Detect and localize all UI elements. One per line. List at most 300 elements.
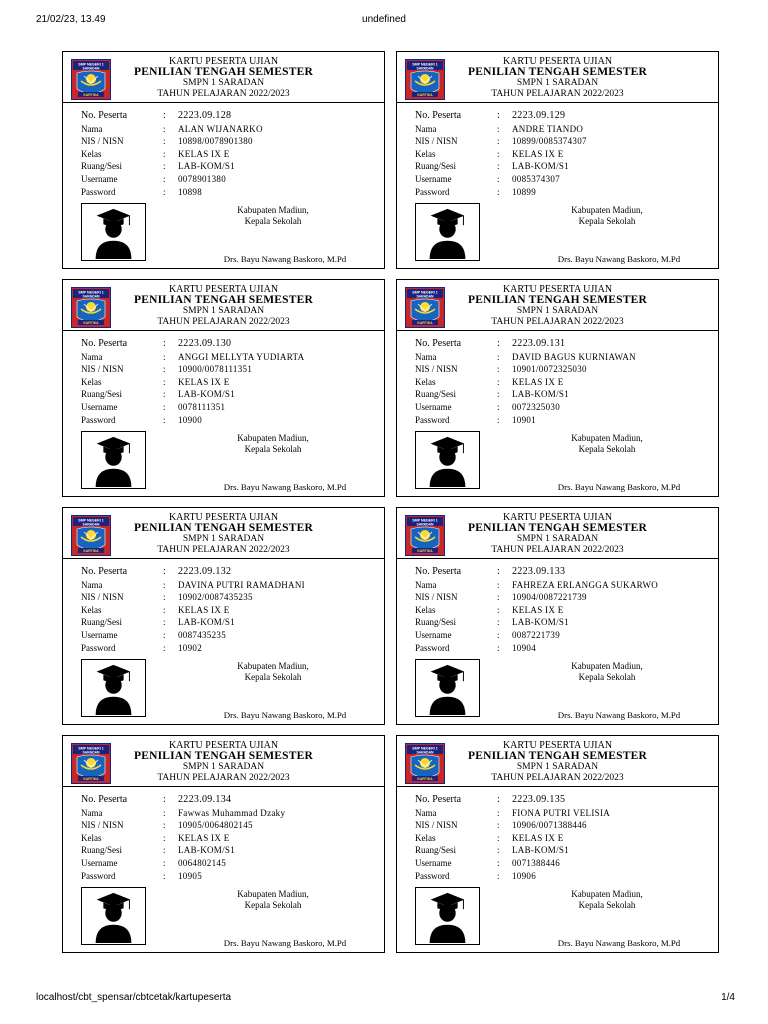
label-username: Username <box>415 857 452 868</box>
logo-text-top: SMP NEGERI 1 <box>78 290 104 295</box>
role-label: Kepala Sekolah <box>244 215 302 226</box>
row-no-peserta <box>415 566 715 579</box>
exam-card <box>62 507 385 725</box>
label-nis: NIS / NISN <box>415 136 458 147</box>
value-password: 10900 <box>178 414 202 425</box>
logo-text-bottom: KARTIKA <box>417 548 433 553</box>
student-info <box>415 110 715 198</box>
value-ruang: LAB-KOM/S1 <box>512 617 570 628</box>
label-nama: Nama <box>415 123 437 134</box>
label-ruang: Ruang/Sesi <box>415 389 457 400</box>
row-nama <box>81 123 381 136</box>
row-ruang <box>81 388 381 401</box>
label-password: Password <box>415 186 450 197</box>
header-divider <box>397 330 718 331</box>
value-kelas: KELAS IX E <box>178 832 230 843</box>
colon: : <box>163 376 166 387</box>
logo-text-mid: SARADAN <box>82 66 100 71</box>
row-nis <box>81 591 381 604</box>
graduate-avatar-icon <box>415 431 480 489</box>
row-password <box>81 642 381 655</box>
colon: : <box>163 161 166 172</box>
card-title: KARTU PESERTA UJIAN <box>168 740 279 751</box>
label-nis: NIS / NISN <box>415 820 458 831</box>
colon: : <box>497 642 500 653</box>
school-name: SMPN 1 SARADAN <box>516 534 599 544</box>
colon: : <box>497 820 500 831</box>
school-year: TAHUN PELAJARAN 2022/2023 <box>157 545 290 555</box>
label-nis: NIS / NISN <box>81 364 124 375</box>
colon: : <box>497 389 500 400</box>
school-name: SMPN 1 SARADAN <box>516 306 599 316</box>
label-ruang: Ruang/Sesi <box>81 389 123 400</box>
colon: : <box>497 148 500 159</box>
row-nama <box>415 807 715 820</box>
logo-text-top: SMP NEGERI 1 <box>78 518 104 523</box>
school-name: SMPN 1 SARADAN <box>182 306 265 316</box>
label-username: Username <box>81 173 118 184</box>
value-nama: ALAN WIJANARKO <box>178 123 263 134</box>
row-nama <box>415 579 715 592</box>
value-nama: DAVID BAGUS KURNIAWAN <box>512 351 636 362</box>
row-no-peserta <box>81 110 381 123</box>
colon: : <box>163 832 166 843</box>
label-password: Password <box>81 414 116 425</box>
colon: : <box>163 186 166 197</box>
city-label: Kabupaten Madiun, <box>237 205 309 215</box>
value-kelas: KELAS IX E <box>512 148 564 159</box>
colon: : <box>163 401 166 412</box>
row-ruang <box>415 616 715 629</box>
value-nama: ANDRE TIANDO <box>512 123 584 134</box>
label-kelas: Kelas <box>81 604 102 615</box>
role-label: Kepala Sekolah <box>578 215 636 226</box>
student-info <box>415 338 715 426</box>
value-ruang: LAB-KOM/S1 <box>178 845 236 856</box>
value-nis: 10899/0085374307 <box>512 136 587 147</box>
exam-name: PENILIAN TENGAH SEMESTER <box>467 66 648 78</box>
student-info <box>81 110 381 198</box>
row-ruang <box>81 160 381 173</box>
row-kelas <box>415 148 715 161</box>
label-ruang: Ruang/Sesi <box>81 845 123 856</box>
colon: : <box>497 110 500 121</box>
label-ruang: Ruang/Sesi <box>415 845 457 856</box>
school-year: TAHUN PELAJARAN 2022/2023 <box>157 317 290 327</box>
colon: : <box>497 136 500 147</box>
label-nama: Nama <box>81 807 103 818</box>
logo-text-top: SMP NEGERI 1 <box>412 746 438 751</box>
logo-text-bottom: KARTIKA <box>83 92 99 97</box>
colon: : <box>497 173 500 184</box>
row-nis <box>415 135 715 148</box>
value-nis: 10902/0087435235 <box>178 592 253 603</box>
exam-name: PENILIAN TENGAH SEMESTER <box>133 522 314 534</box>
value-password: 10905 <box>178 870 202 881</box>
city-label: Kabupaten Madiun, <box>571 661 643 671</box>
value-password: 10902 <box>178 642 202 653</box>
exam-name: PENILIAN TENGAH SEMESTER <box>467 522 648 534</box>
colon: : <box>497 629 500 640</box>
role-label: Kepala Sekolah <box>578 899 636 910</box>
school-name: SMPN 1 SARADAN <box>516 78 599 88</box>
label-ruang: Ruang/Sesi <box>81 161 123 172</box>
colon: : <box>497 832 500 843</box>
row-password <box>81 186 381 199</box>
value-nama: FIONA PUTRI VELISIA <box>512 807 611 818</box>
value-no-peserta: 2223.09.128 <box>178 110 232 121</box>
colon: : <box>163 364 166 375</box>
exam-card <box>62 51 385 269</box>
colon: : <box>163 566 166 577</box>
colon: : <box>163 173 166 184</box>
label-username: Username <box>415 401 452 412</box>
header-divider <box>397 558 718 559</box>
colon: : <box>497 123 500 134</box>
colon: : <box>497 351 500 362</box>
signature-place <box>547 661 667 682</box>
value-ruang: LAB-KOM/S1 <box>512 389 570 400</box>
value-ruang: LAB-KOM/S1 <box>178 161 236 172</box>
row-no-peserta <box>415 794 715 807</box>
colon: : <box>163 870 166 881</box>
print-datetime: 21/02/23, 13.49 <box>36 14 106 25</box>
label-kelas: Kelas <box>415 376 436 387</box>
signature-place <box>213 433 333 454</box>
role-label: Kepala Sekolah <box>244 443 302 454</box>
graduate-avatar-icon <box>81 887 146 945</box>
value-username: 0085374307 <box>512 173 560 184</box>
school-name: SMPN 1 SARADAN <box>516 762 599 772</box>
logo-text-mid: SARADAN <box>82 750 100 755</box>
colon: : <box>497 617 500 628</box>
card-header <box>63 512 384 556</box>
principal-name: Drs. Bayu Nawang Baskoro, M.Pd <box>557 482 681 492</box>
exam-card <box>62 735 385 953</box>
label-nama: Nama <box>415 351 437 362</box>
exam-card <box>396 735 719 953</box>
value-no-peserta: 2223.09.130 <box>178 338 232 349</box>
row-password <box>81 414 381 427</box>
colon: : <box>163 617 166 628</box>
value-kelas: KELAS IX E <box>512 604 564 615</box>
label-nis: NIS / NISN <box>81 136 124 147</box>
label-no-peserta: No. Peserta <box>415 794 462 805</box>
value-password: 10898 <box>178 186 202 197</box>
label-no-peserta: No. Peserta <box>415 566 462 577</box>
row-nama <box>81 807 381 820</box>
label-ruang: Ruang/Sesi <box>81 617 123 628</box>
principal-name: Drs. Bayu Nawang Baskoro, M.Pd <box>223 254 347 264</box>
value-kelas: KELAS IX E <box>178 148 230 159</box>
row-password <box>81 870 381 883</box>
row-no-peserta <box>81 794 381 807</box>
signature-place <box>213 889 333 910</box>
card-title: KARTU PESERTA UJIAN <box>168 56 279 67</box>
value-ruang: LAB-KOM/S1 <box>512 161 570 172</box>
row-ruang <box>81 616 381 629</box>
value-password: 10906 <box>512 870 536 881</box>
colon: : <box>163 351 166 362</box>
colon: : <box>497 870 500 881</box>
principal-name: Drs. Bayu Nawang Baskoro, M.Pd <box>223 938 347 948</box>
school-year: TAHUN PELAJARAN 2022/2023 <box>491 89 624 99</box>
graduate-avatar-icon <box>415 659 480 717</box>
school-year: TAHUN PELAJARAN 2022/2023 <box>157 773 290 783</box>
label-no-peserta: No. Peserta <box>415 338 462 349</box>
colon: : <box>163 136 166 147</box>
card-header <box>397 56 718 100</box>
colon: : <box>163 794 166 805</box>
value-nis: 10898/0078901380 <box>178 136 253 147</box>
row-password <box>415 870 715 883</box>
label-password: Password <box>415 642 450 653</box>
role-label: Kepala Sekolah <box>578 671 636 682</box>
value-password: 10901 <box>512 414 536 425</box>
city-label: Kabupaten Madiun, <box>571 205 643 215</box>
value-no-peserta: 2223.09.129 <box>512 110 566 121</box>
card-title: KARTU PESERTA UJIAN <box>168 284 279 295</box>
city-label: Kabupaten Madiun, <box>571 889 643 899</box>
print-url: localhost/cbt_spensar/cbtcetak/kartupeserta <box>36 992 232 1003</box>
signature-place <box>547 889 667 910</box>
colon: : <box>497 338 500 349</box>
signature-place <box>547 433 667 454</box>
colon: : <box>497 857 500 868</box>
logo-text-bottom: KARTIKA <box>83 776 99 781</box>
label-password: Password <box>81 870 116 881</box>
student-info <box>415 566 715 654</box>
row-ruang <box>415 160 715 173</box>
city-label: Kabupaten Madiun, <box>571 433 643 443</box>
row-username <box>81 629 381 642</box>
row-username <box>415 401 715 414</box>
row-password <box>415 642 715 655</box>
logo-text-top: SMP NEGERI 1 <box>412 290 438 295</box>
logo-text-top: SMP NEGERI 1 <box>412 62 438 67</box>
colon: : <box>497 794 500 805</box>
row-password <box>415 186 715 199</box>
colon: : <box>163 110 166 121</box>
role-label: Kepala Sekolah <box>244 671 302 682</box>
row-ruang <box>81 844 381 857</box>
logo-text-top: SMP NEGERI 1 <box>78 746 104 751</box>
row-nama <box>81 351 381 364</box>
value-kelas: KELAS IX E <box>512 376 564 387</box>
row-username <box>415 857 715 870</box>
graduate-avatar-icon <box>81 431 146 489</box>
value-nis: 10900/0078111351 <box>178 364 253 375</box>
value-nama: Fawwas Muhammad Dzaky <box>178 807 286 818</box>
label-ruang: Ruang/Sesi <box>415 161 457 172</box>
value-nama: FAHREZA ERLANGGA SUKARWO <box>512 579 659 590</box>
card-title: KARTU PESERTA UJIAN <box>168 512 279 523</box>
label-nis: NIS / NISN <box>81 820 124 831</box>
row-no-peserta <box>415 110 715 123</box>
colon: : <box>497 161 500 172</box>
row-kelas <box>415 376 715 389</box>
school-year: TAHUN PELAJARAN 2022/2023 <box>491 773 624 783</box>
value-no-peserta: 2223.09.132 <box>178 566 232 577</box>
logo-text-bottom: KARTIKA <box>417 320 433 325</box>
colon: : <box>497 807 500 818</box>
logo-text-bottom: KARTIKA <box>83 548 99 553</box>
logo-text-bottom: KARTIKA <box>83 320 99 325</box>
colon: : <box>163 604 166 615</box>
colon: : <box>497 401 500 412</box>
header-divider <box>63 330 384 331</box>
label-no-peserta: No. Peserta <box>81 566 128 577</box>
role-label: Kepala Sekolah <box>578 443 636 454</box>
label-kelas: Kelas <box>415 148 436 159</box>
logo-text-top: SMP NEGERI 1 <box>412 518 438 523</box>
colon: : <box>163 338 166 349</box>
row-nis <box>81 363 381 376</box>
value-password: 10904 <box>512 642 536 653</box>
exam-card <box>62 279 385 497</box>
colon: : <box>163 845 166 856</box>
logo-text-mid: SARADAN <box>416 750 434 755</box>
value-nama: ANGGI MELLYTA YUDIARTA <box>178 351 305 362</box>
value-username: 0078111351 <box>178 401 226 412</box>
label-no-peserta: No. Peserta <box>81 110 128 121</box>
row-no-peserta <box>81 566 381 579</box>
header-divider <box>63 786 384 787</box>
label-kelas: Kelas <box>415 604 436 615</box>
logo-text-mid: SARADAN <box>82 522 100 527</box>
card-header <box>397 284 718 328</box>
role-label: Kepala Sekolah <box>244 899 302 910</box>
exam-card <box>396 51 719 269</box>
school-name: SMPN 1 SARADAN <box>182 762 265 772</box>
colon: : <box>497 414 500 425</box>
colon: : <box>163 629 166 640</box>
row-kelas <box>81 604 381 617</box>
card-header <box>397 512 718 556</box>
label-kelas: Kelas <box>81 148 102 159</box>
value-password: 10899 <box>512 186 536 197</box>
school-name: SMPN 1 SARADAN <box>182 78 265 88</box>
logo-text-mid: SARADAN <box>416 522 434 527</box>
row-nis <box>415 363 715 376</box>
row-kelas <box>81 376 381 389</box>
logo-text-bottom: KARTIKA <box>417 776 433 781</box>
card-title: KARTU PESERTA UJIAN <box>502 284 613 295</box>
card-title: KARTU PESERTA UJIAN <box>502 56 613 67</box>
value-nama: DAVINA PUTRI RAMADHANI <box>178 579 305 590</box>
student-info <box>415 794 715 882</box>
student-info <box>81 566 381 654</box>
school-year: TAHUN PELAJARAN 2022/2023 <box>157 89 290 99</box>
school-year: TAHUN PELAJARAN 2022/2023 <box>491 317 624 327</box>
label-kelas: Kelas <box>81 376 102 387</box>
row-no-peserta <box>81 338 381 351</box>
row-no-peserta <box>415 338 715 351</box>
label-ruang: Ruang/Sesi <box>415 617 457 628</box>
value-nis: 10904/0087221739 <box>512 592 587 603</box>
value-no-peserta: 2223.09.134 <box>178 794 232 805</box>
header-divider <box>397 102 718 103</box>
row-nama <box>415 351 715 364</box>
colon: : <box>163 807 166 818</box>
logo-text-mid: SARADAN <box>82 294 100 299</box>
school-name: SMPN 1 SARADAN <box>182 534 265 544</box>
exam-name: PENILIAN TENGAH SEMESTER <box>133 294 314 306</box>
value-no-peserta: 2223.09.131 <box>512 338 566 349</box>
label-nama: Nama <box>415 579 437 590</box>
header-divider <box>63 102 384 103</box>
label-username: Username <box>415 173 452 184</box>
label-username: Username <box>415 629 452 640</box>
student-info <box>81 338 381 426</box>
exam-name: PENILIAN TENGAH SEMESTER <box>467 750 648 762</box>
logo-text-bottom: KARTIKA <box>417 92 433 97</box>
logo-text-mid: SARADAN <box>416 66 434 71</box>
principal-name: Drs. Bayu Nawang Baskoro, M.Pd <box>557 710 681 720</box>
label-nis: NIS / NISN <box>415 592 458 603</box>
value-username: 0078901380 <box>178 173 226 184</box>
principal-name: Drs. Bayu Nawang Baskoro, M.Pd <box>223 482 347 492</box>
colon: : <box>163 579 166 590</box>
label-nis: NIS / NISN <box>81 592 124 603</box>
print-page-number: 1/4 <box>721 992 735 1003</box>
colon: : <box>163 592 166 603</box>
header-divider <box>63 558 384 559</box>
card-header <box>63 740 384 784</box>
row-username <box>415 173 715 186</box>
label-no-peserta: No. Peserta <box>81 794 128 805</box>
card-header <box>63 56 384 100</box>
value-kelas: KELAS IX E <box>178 604 230 615</box>
colon: : <box>163 857 166 868</box>
value-no-peserta: 2223.09.133 <box>512 566 566 577</box>
row-ruang <box>415 388 715 401</box>
graduate-avatar-icon <box>81 203 146 261</box>
label-no-peserta: No. Peserta <box>415 110 462 121</box>
colon: : <box>497 604 500 615</box>
value-username: 0087221739 <box>512 629 560 640</box>
colon: : <box>497 186 500 197</box>
row-nis <box>415 819 715 832</box>
value-ruang: LAB-KOM/S1 <box>178 389 236 400</box>
graduate-avatar-icon <box>81 659 146 717</box>
colon: : <box>163 389 166 400</box>
colon: : <box>163 148 166 159</box>
value-ruang: LAB-KOM/S1 <box>178 617 236 628</box>
value-kelas: KELAS IX E <box>512 832 564 843</box>
label-nama: Nama <box>415 807 437 818</box>
colon: : <box>163 414 166 425</box>
school-year: TAHUN PELAJARAN 2022/2023 <box>491 545 624 555</box>
exam-card <box>396 507 719 725</box>
principal-name: Drs. Bayu Nawang Baskoro, M.Pd <box>223 710 347 720</box>
value-nis: 10901/0072325030 <box>512 364 587 375</box>
card-title: KARTU PESERTA UJIAN <box>502 740 613 751</box>
principal-name: Drs. Bayu Nawang Baskoro, M.Pd <box>557 938 681 948</box>
value-username: 0087435235 <box>178 629 226 640</box>
row-username <box>81 857 381 870</box>
card-title: KARTU PESERTA UJIAN <box>502 512 613 523</box>
row-kelas <box>415 832 715 845</box>
value-kelas: KELAS IX E <box>178 376 230 387</box>
exam-card <box>396 279 719 497</box>
label-nama: Nama <box>81 351 103 362</box>
colon: : <box>163 123 166 134</box>
value-username: 0072325030 <box>512 401 560 412</box>
colon: : <box>497 579 500 590</box>
label-username: Username <box>81 401 118 412</box>
row-username <box>415 629 715 642</box>
